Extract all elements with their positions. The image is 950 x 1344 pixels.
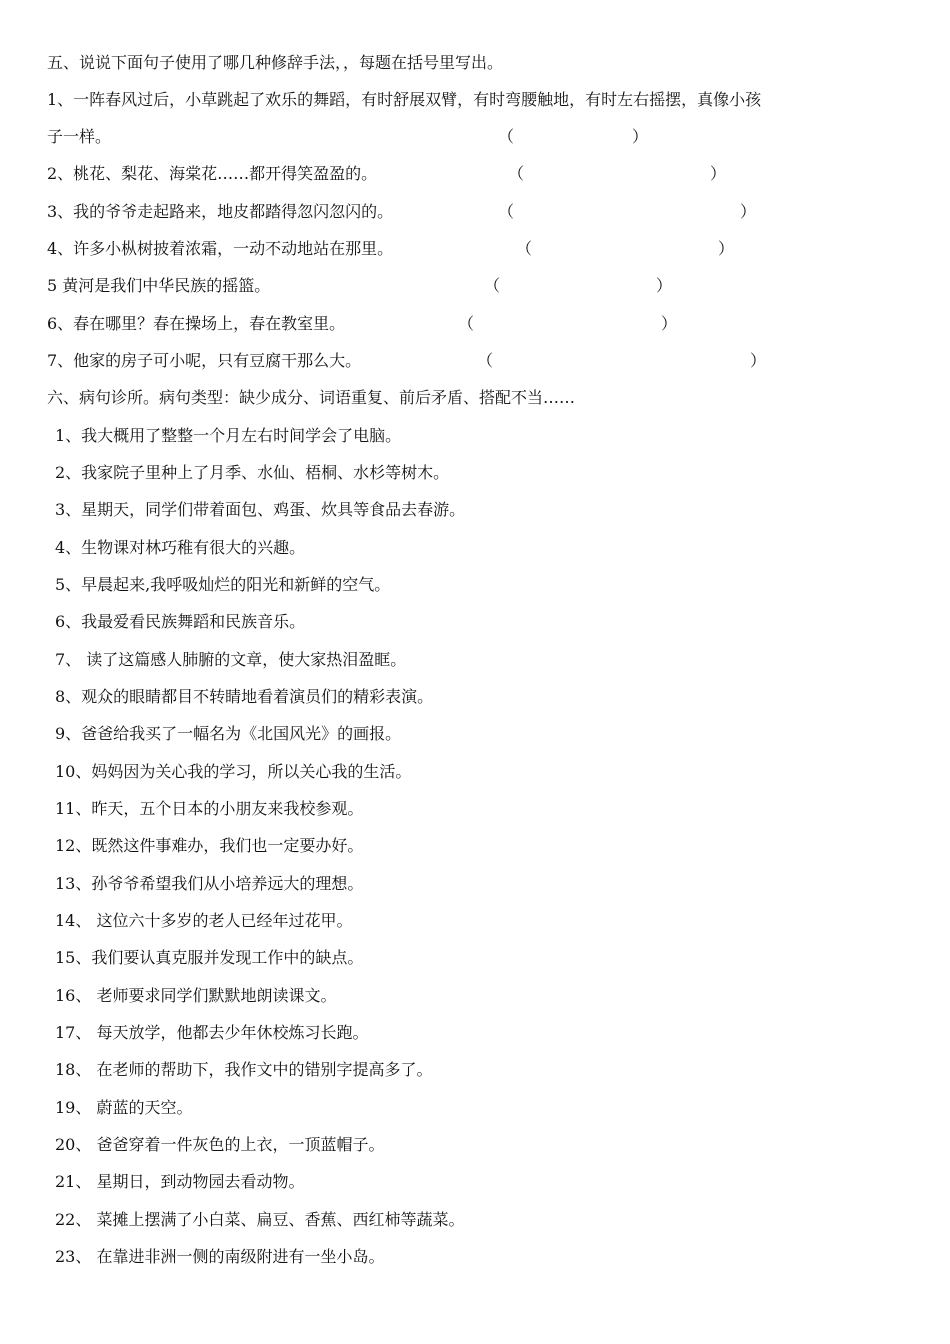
s6-item: 11、昨天，五个日本的小朋友来我校参观。 <box>55 799 364 818</box>
s6-item: 7、 读了这篇感人肺腑的文章，使大家热泪盈眶。 <box>55 650 407 669</box>
s6-item: 1、我大概用了整整一个月左右时间学会了电脑。 <box>55 426 402 445</box>
s5-item4-paren-open: （ <box>516 239 533 258</box>
s5-item1-paren-open: （ <box>498 127 515 146</box>
s6-item: 13、孙爷爷希望我们从小培养远大的理想。 <box>55 874 364 893</box>
s6-item: 10、妈妈因为关心我的学习，所以关心我的生活。 <box>55 762 412 781</box>
s6-item: 15、我们要认真克服并发现工作中的缺点。 <box>55 948 364 967</box>
s5-item2-paren-open: （ <box>508 164 525 183</box>
s6-item: 19、 蔚蓝的天空。 <box>55 1098 193 1117</box>
s6-item: 23、 在靠进非洲一侧的南级附进有一坐小岛。 <box>55 1247 385 1266</box>
s5-item1-line1: 1、一阵春风过后，小草跳起了欢乐的舞蹈，有时舒展双臂，有时弯腰触地，有时左右摇摆，真像小孩 <box>47 90 762 109</box>
s5-item3-paren-open: （ <box>498 202 515 221</box>
s6-item: 22、 菜摊上摆满了小白菜、扁豆、香蕉、西红柿等蔬菜。 <box>55 1210 465 1229</box>
section5-heading: 五、说说下面句子使用了哪几种修辞手法，，每题在括号里写出。 <box>47 53 504 72</box>
s6-item: 3、星期天，同学们带着面包、鸡蛋、炊具等食品去春游。 <box>55 500 466 519</box>
s6-item: 17、 每天放学，他都去少年休校炼习长跑。 <box>55 1023 369 1042</box>
s6-item: 14、 这位六十多岁的老人已经年过花甲。 <box>55 911 353 930</box>
s5-item2: 2、桃花、梨花、海棠花……都开得笑盈盈的。 <box>47 164 378 183</box>
s5-item5-paren-close: ） <box>656 276 673 295</box>
s6-item: 2、我家院子里种上了月季、水仙、梧桐、水杉等树木。 <box>55 463 450 482</box>
s5-item5-paren-open: （ <box>484 276 501 295</box>
s5-item2-paren-close: ） <box>710 164 727 183</box>
s6-item: 4、生物课对林巧稚有很大的兴趣。 <box>55 538 306 557</box>
s6-item: 9、爸爸给我买了一幅名为《北国风光》的画报。 <box>55 724 402 743</box>
s6-item: 8、观众的眼睛都目不转睛地看着演员们的精彩表演。 <box>55 687 434 706</box>
s5-item6-paren-open: （ <box>458 314 475 333</box>
s5-item1-line2: 子一样。 <box>47 127 112 146</box>
s6-item: 5、早晨起来,我呼吸灿烂的阳光和新鲜的空气。 <box>55 575 391 594</box>
s5-item3-paren-close: ） <box>740 202 757 221</box>
s5-item3: 3、我的爷爷走起路来，地皮都踏得忽闪忽闪的。 <box>47 202 394 221</box>
s5-item1-paren-close: ） <box>632 127 649 146</box>
s5-item7: 7、他家的房子可小呢，只有豆腐干那么大。 <box>47 351 362 370</box>
s6-item: 6、我最爱看民族舞蹈和民族音乐。 <box>55 612 306 631</box>
s6-item: 12、既然这件事难办，我们也一定要办好。 <box>55 836 364 855</box>
s6-item: 21、 星期日，到动物园去看动物。 <box>55 1172 305 1191</box>
s5-item5: 5 黄河是我们中华民族的摇篮。 <box>47 276 271 295</box>
s5-item4: 4、许多小枞树披着浓霜，一动不动地站在那里。 <box>47 239 394 258</box>
s5-item6: 6、春在哪里？春在操场上，春在教室里。 <box>47 314 346 333</box>
s5-item6-paren-close: ） <box>661 314 678 333</box>
s6-item: 18、 在老师的帮助下，我作文中的错别字提高多了。 <box>55 1060 433 1079</box>
s5-item7-paren-open: （ <box>477 351 494 370</box>
section6-heading: 六、病句诊所。病句类型：缺少成分、词语重复、前后矛盾、搭配不当…… <box>47 388 576 407</box>
s5-item7-paren-close: ） <box>750 351 767 370</box>
s6-item: 16、 老师要求同学们默默地朗读课文。 <box>55 986 337 1005</box>
s5-item4-paren-close: ） <box>718 239 735 258</box>
s6-item: 20、 爸爸穿着一件灰色的上衣，一顶蓝帽子。 <box>55 1135 385 1154</box>
